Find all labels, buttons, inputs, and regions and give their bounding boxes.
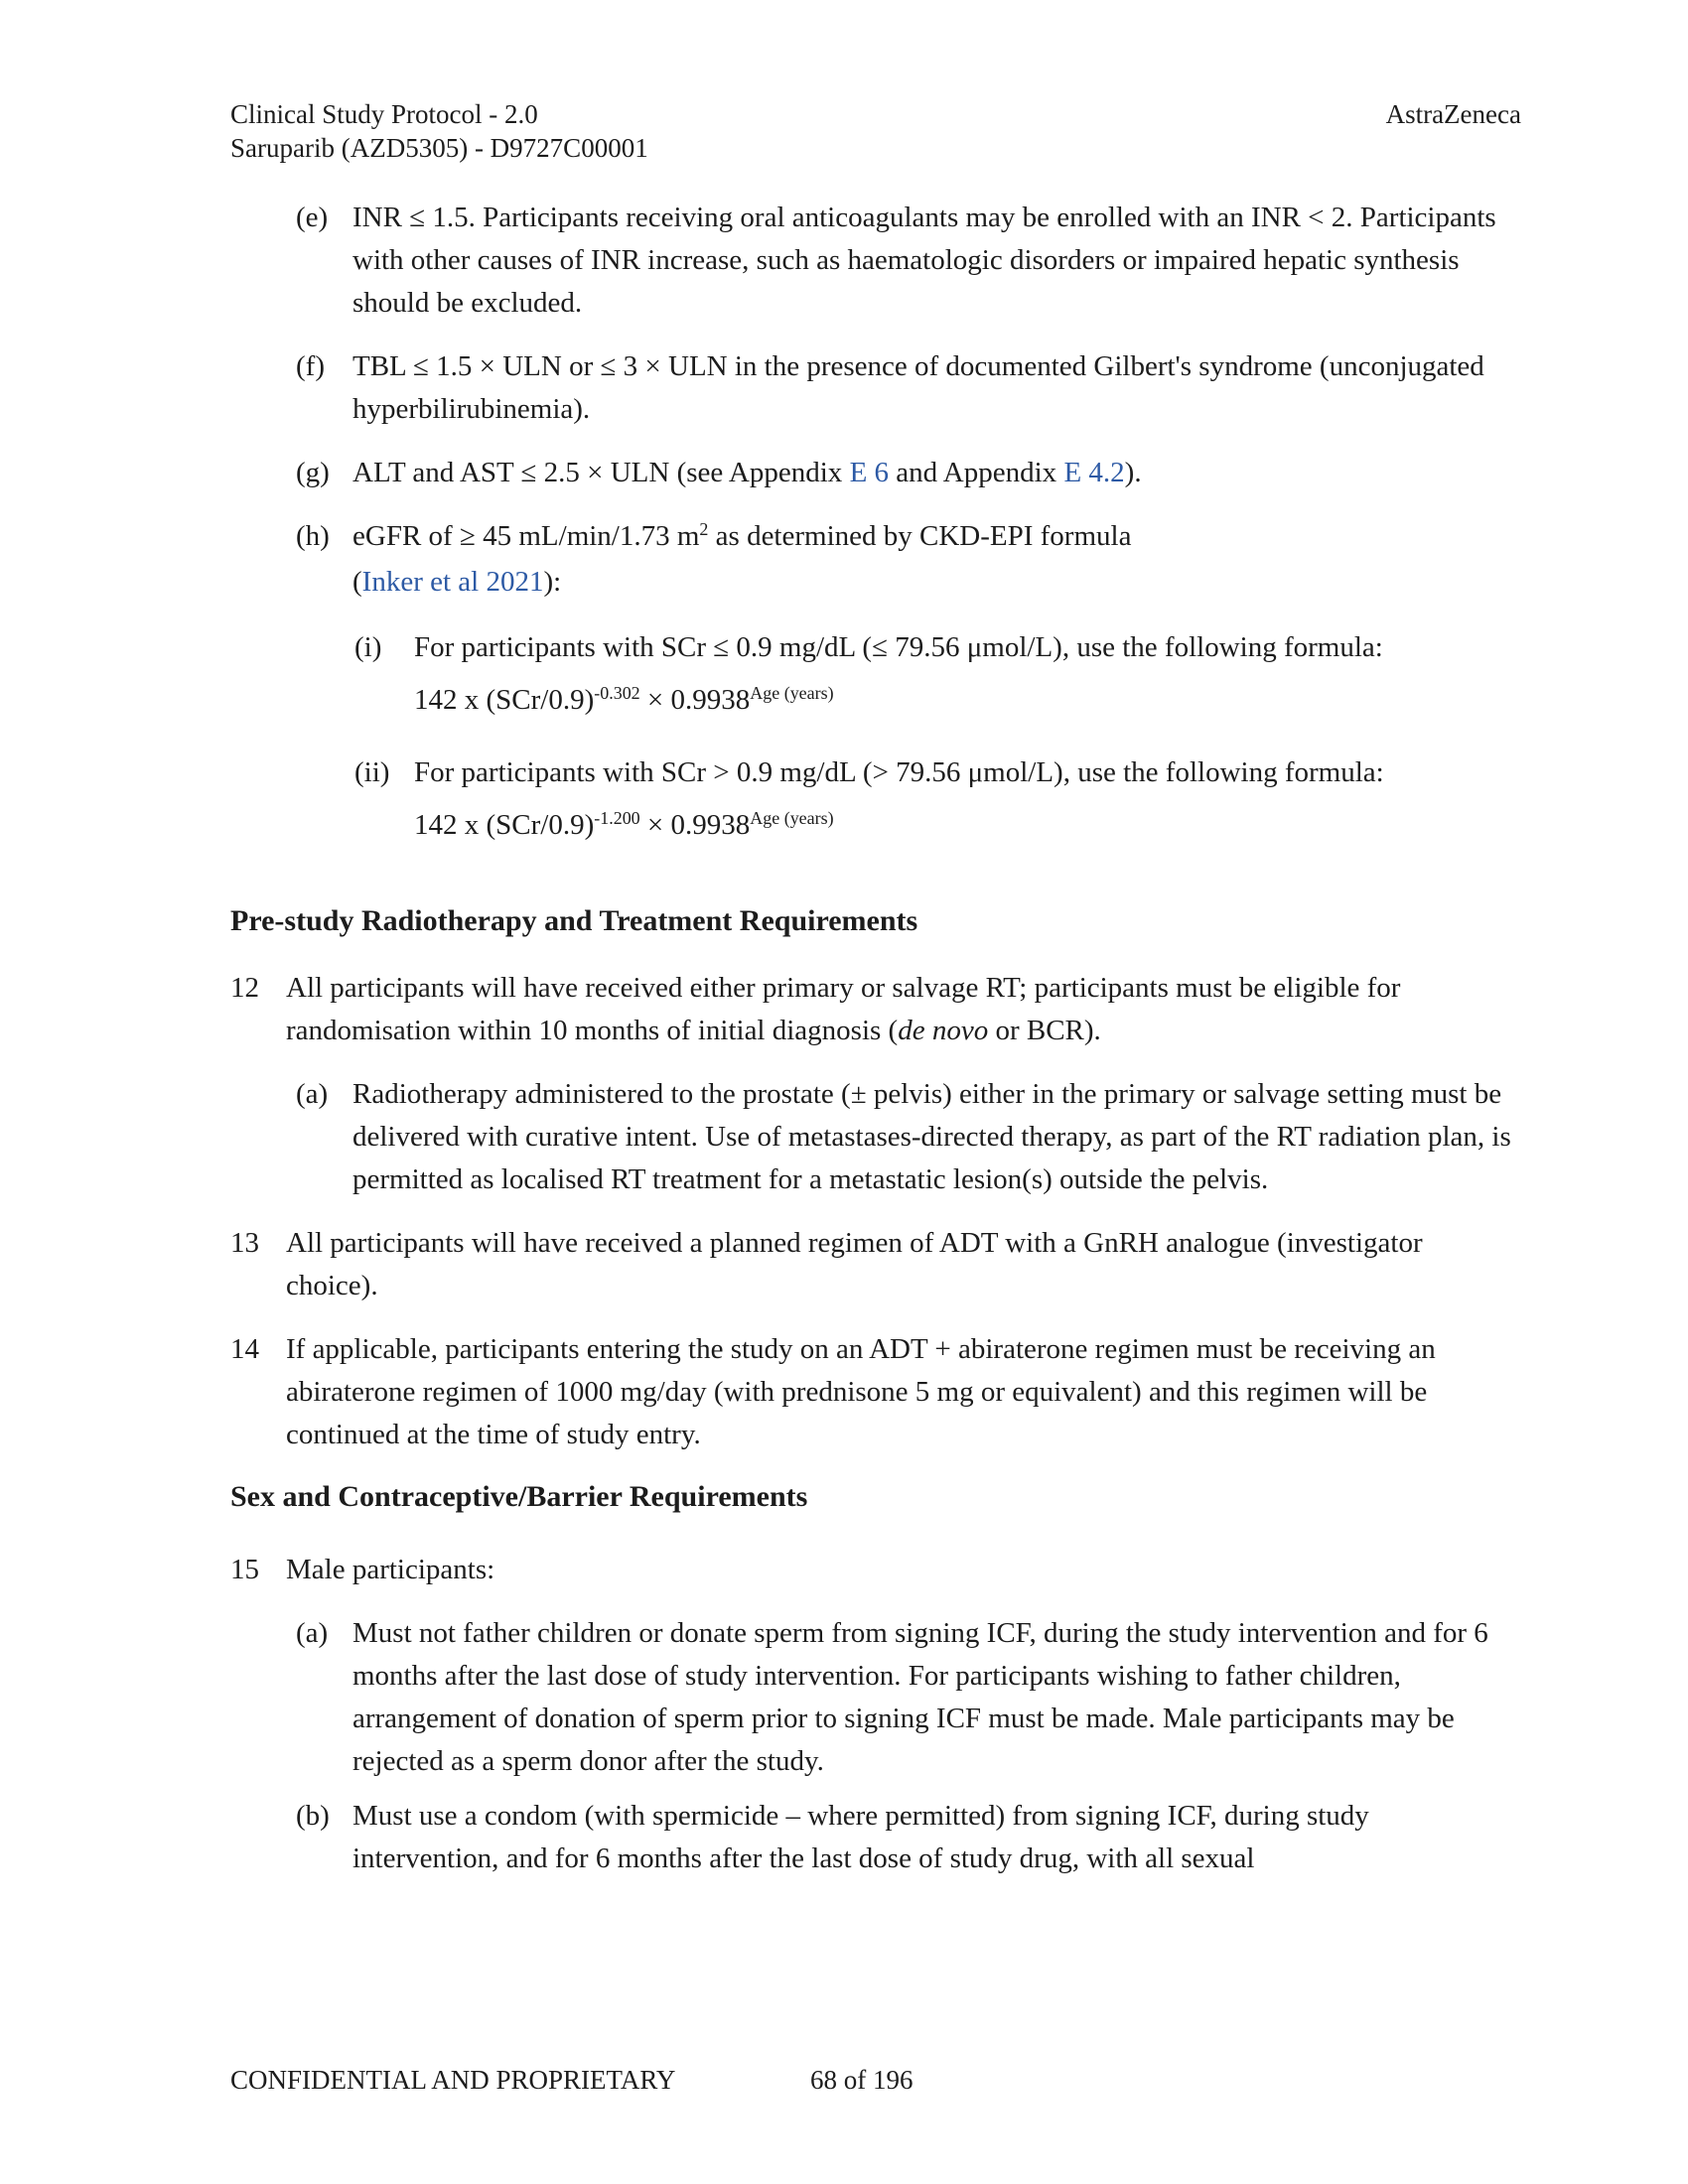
list-item-text <box>352 197 1521 325</box>
list-item-12a <box>296 1073 1521 1201</box>
list-item-text <box>286 1328 1521 1456</box>
list-item-label: (g) <box>296 457 330 488</box>
header-doc-title: Clinical Study Protocol - 2.0 <box>230 99 538 129</box>
numbered-item-14 <box>230 1328 1521 1456</box>
text-segment: 142 x (SCr/0.9) <box>414 684 595 716</box>
list-item-label: (a) <box>296 1078 329 1110</box>
list-item-body <box>414 751 1521 850</box>
list-item-15b <box>296 1795 1521 1880</box>
text-segment: For participants with SCr > 0.9 mg/dL (> 79.56 μmol/L), use the following formula: <box>414 756 1384 788</box>
list-item-label: (i) <box>354 631 382 663</box>
list-item-text <box>352 515 1521 604</box>
numbered-item-13 <box>230 1222 1521 1307</box>
text-segment: 2 <box>699 519 709 540</box>
text-segment: All participants will have received either primary or salvage RT; participants must be eligible for randomisation within 10 months of initial diagnosis ( <box>286 972 1401 1046</box>
list-item-15a <box>296 1612 1521 1783</box>
numbered-item-15 <box>230 1549 1521 1591</box>
text-segment: -1.200 <box>594 808 640 829</box>
section-heading-radiotherapy: Pre-study Radiotherapy and Treatment Requirements <box>230 904 918 937</box>
list-item-text <box>414 751 1521 794</box>
text-segment: TBL ≤ 1.5 × ULN or ≤ 3 × ULN in the presence of documented Gilbert's syndrome (unconjugated hyperbilirubinemia). <box>352 350 1484 425</box>
doc-link[interactable]: Inker et al 2021 <box>361 566 544 598</box>
egfr-formula-low-scr <box>414 679 1521 725</box>
doc-link[interactable]: E 4.2 <box>1063 457 1125 488</box>
list-item-text <box>286 1222 1521 1307</box>
text-segment: × 0.9938 <box>639 684 751 716</box>
text-segment: Age (years) <box>750 683 834 704</box>
header-left <box>230 97 648 165</box>
list-item-number: 14 <box>230 1333 259 1365</box>
list-item-e <box>296 197 1521 325</box>
list-item-label: (ii) <box>354 756 390 788</box>
egfr-formula-high-scr <box>414 804 1521 850</box>
text-segment: Must use a condom (with spermicide – where permitted) from signing ICF, during study intervention, and for 6 months after the last dose of study drug, with all sexual <box>352 1800 1369 1874</box>
list-item-h <box>296 515 1521 604</box>
list-item-number: 13 <box>230 1227 259 1259</box>
list-item-text <box>286 967 1521 1052</box>
list-item-number: 15 <box>230 1554 259 1585</box>
text-segment: Male participants: <box>286 1554 495 1585</box>
text-segment: ALT and AST ≤ 2.5 × ULN (see Appendix <box>352 457 850 488</box>
text-segment: ( <box>352 566 362 598</box>
list-item-label: (b) <box>296 1800 330 1832</box>
text-segment: INR ≤ 1.5. Participants receiving oral anticoagulants may be enrolled with an INR < 2. Participants with other causes of INR increase, such as haematologic disorders or impaired hepatic synthesis should be excluded. <box>352 202 1496 319</box>
header-company: AstraZeneca <box>1385 99 1521 129</box>
footer-confidentiality: CONFIDENTIAL AND PROPRIETARY <box>230 2065 676 2095</box>
list-item-number: 12 <box>230 972 259 1004</box>
list-item-g <box>296 452 1521 494</box>
text-segment: as determined by CKD-EPI formula <box>708 520 1132 552</box>
text-segment: If applicable, participants entering the study on an ADT + abiraterone regimen must be receiving an abiraterone regimen of 1000 mg/day (with prednisone 5 mg or equivalent) and this regimen will be continued at the time of study entry. <box>286 1333 1436 1450</box>
list-item-text <box>286 1549 1521 1591</box>
text-segment: Must not father children or donate sperm from signing ICF, during the study intervention and for 6 months after the last dose of study intervention. For participants wishing to father children, arrangement of donation of sperm prior to signing ICF must be made. Male participants may be rejected as a sperm donor after the study. <box>352 1617 1488 1777</box>
list-item-text <box>352 1612 1521 1783</box>
list-item-text <box>352 345 1521 431</box>
list-item-label: (f) <box>296 350 325 382</box>
list-item-label: (h) <box>296 520 330 552</box>
text-segment: All participants will have received a planned regimen of ADT with a GnRH analogue (investigator choice). <box>286 1227 1423 1301</box>
text-segment: or BCR). <box>988 1015 1101 1046</box>
text-segment: Radiotherapy administered to the prostate (± pelvis) either in the primary or salvage setting must be delivered with curative intent. Use of metastases-directed therapy, as part of the RT radiation plan, is permitted as localised RT treatment for a metastatic lesion(s) outside the pelvis. <box>352 1078 1511 1195</box>
text-segment: de novo <box>898 1015 989 1046</box>
text-segment: For participants with SCr ≤ 0.9 mg/dL (≤ 79.56 μmol/L), use the following formula: <box>414 631 1383 663</box>
list-item-i <box>354 626 1521 725</box>
list-item-text <box>352 1795 1521 1880</box>
section-heading-contraceptive: Sex and Contraceptive/Barrier Requirements <box>230 1480 808 1513</box>
text-segment: ): <box>543 566 562 598</box>
list-item-text <box>414 626 1521 669</box>
footer-page-number: 68 of 196 <box>810 2065 914 2095</box>
list-item-label: (e) <box>296 202 329 233</box>
page-footer <box>230 2063 1521 2097</box>
text-segment: ). <box>1124 457 1142 488</box>
header-doc-id: Saruparib (AZD5305) - D9727C00001 <box>230 133 648 163</box>
doc-link[interactable]: E 6 <box>849 457 890 488</box>
list-item-label: (a) <box>296 1617 329 1649</box>
list-item-text <box>352 1073 1521 1201</box>
list-item-body <box>414 626 1521 725</box>
text-segment: × 0.9938 <box>639 809 751 841</box>
list-item-ii <box>354 751 1521 850</box>
list-item-text <box>352 452 1521 494</box>
numbered-item-12 <box>230 967 1521 1052</box>
text-segment: 142 x (SCr/0.9) <box>414 809 595 841</box>
document-body <box>230 197 1521 1901</box>
page-header <box>230 97 1521 165</box>
text-segment: and Appendix <box>889 457 1064 488</box>
text-segment: -0.302 <box>594 683 640 704</box>
list-item-f <box>296 345 1521 431</box>
text-segment: eGFR of ≥ 45 mL/min/1.73 m <box>352 520 700 552</box>
text-segment: Age (years) <box>750 808 834 829</box>
